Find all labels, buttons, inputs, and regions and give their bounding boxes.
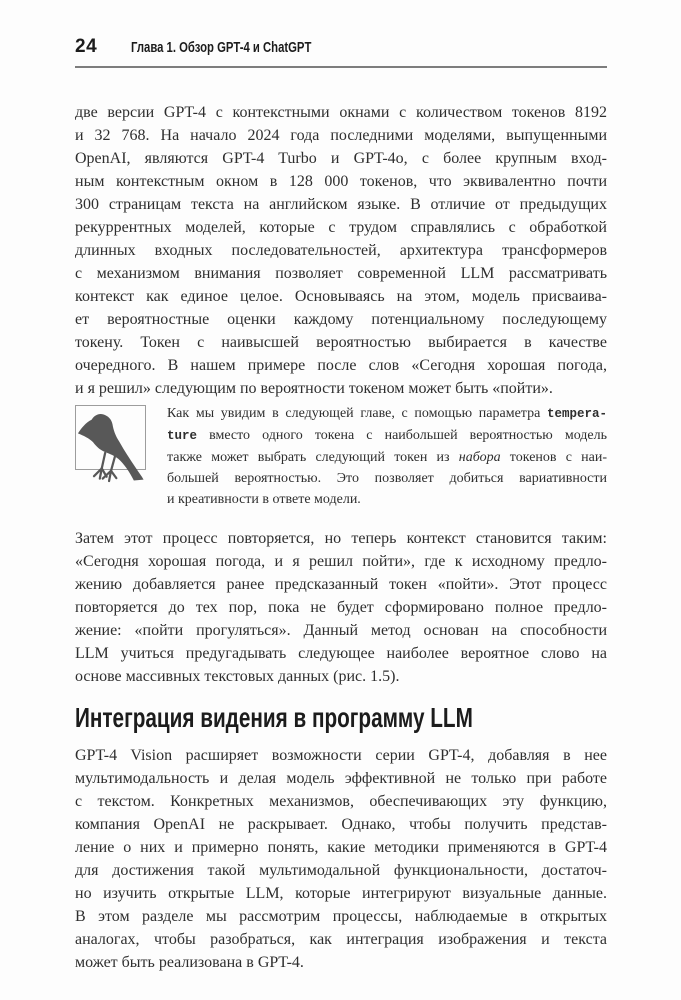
running-head: Глава 1. Обзор GPT-4 и ChatGPT (131, 40, 312, 56)
body-text: токенов с наи- (500, 450, 607, 465)
text-line: рекуррентных моделей, которые с трудом справлялись с обработкой (75, 219, 607, 236)
body-text: Как мы увидим в следующей главе, с помощью параметра (167, 406, 547, 421)
page-header (75, 36, 607, 59)
text-line: очередного. В нашем примере после слов «Сегодня хорошая погода, (75, 357, 607, 374)
text-line: с механизмом внимания позволяет современной LLM рассматривать (75, 265, 607, 282)
text-line: «Сегодня хорошая погода, и я решил пойти», где к исходному предло- (75, 553, 607, 570)
text-line: для достижения такой мультимодальной функциональности, достаточ- (75, 862, 607, 879)
text-line (167, 489, 607, 510)
text-line: две версии GPT-4 с контекстными окнами с количеством токенов 8192 (75, 104, 607, 121)
text-line: ет вероятностные оценки каждому потенциальному последующему (75, 311, 607, 328)
crow-icon (75, 405, 146, 470)
text-line (167, 403, 607, 425)
text-line: жение: «пойти прогуляться». Данный метод основан на способности (75, 622, 607, 639)
note-temperature (75, 405, 607, 510)
text-line: контекст как единое целое. Основываясь на этом, модель присваива- (75, 288, 607, 305)
header-rule (75, 66, 607, 68)
text-line (167, 425, 607, 447)
italic-text: набора (458, 450, 501, 465)
crow-icon (76, 407, 146, 487)
text-line: ление о них и примерно понять, какие методики применяются в GPT-4 (75, 839, 607, 856)
page-number: 24 (75, 36, 98, 57)
text-line: Затем этот процесс повторяется, но теперь контекст становится таким: (75, 530, 607, 547)
text-line: токену. Токен с наивысшей вероятностью выбирается в качестве (75, 334, 607, 351)
text-line: компания OpenAI не раскрывает. Однако, чтобы получить представ- (75, 816, 607, 833)
text-line (167, 447, 607, 468)
text-line: жению добавляется ранее предсказанный токен «пойти». Этот процесс (75, 576, 607, 593)
paragraph-gpt4-vision (75, 744, 607, 974)
text-line: аналогах, чтобы разобраться, как интеграция изображения и текста (75, 931, 607, 948)
text-line: 300 страницам текста на английском языке. В отличие от предыдущих (75, 196, 607, 213)
text-line: мультимодальность и делая модель эффективной не только при работе (75, 770, 607, 787)
note-text (167, 403, 607, 510)
text-line (167, 468, 607, 489)
code-text: tempera- (546, 407, 607, 421)
body-text: и креативности в ответе модели. (167, 492, 361, 507)
paragraph-context-windows (75, 101, 607, 400)
text-line: повторяется до тех пор, пока не будет сформировано полное предло- (75, 599, 607, 616)
text-line: и я решил» следующим по вероятности токеном может быть «пойти». (75, 380, 553, 397)
paragraph-token-prediction (75, 527, 607, 688)
text-line: OpenAI, являются GPT-4 Turbo и GPT-4o, с более крупным вход- (75, 150, 607, 167)
text-line: но изучить открытые LLM, которые интегрируют визуальные данные. (75, 885, 607, 902)
body-text: вместо одного токена с наибольшей вероятностью модель (197, 428, 607, 443)
body-text: также может выбрать следующий токен из (167, 450, 459, 465)
text-line: и 32 768. На начало 2024 года последними моделями, выпущенными (75, 127, 607, 144)
text-line: ным контекстным окном в 128 000 токенов, что эквивалентно почти (75, 173, 607, 190)
text-line: основе массивных текстовых данных (рис. 1.5). (75, 668, 400, 685)
text-line: GPT-4 Vision расширяет возможности серии GPT-4, добавляя в нее (75, 747, 607, 764)
text-line: может быть реализована в GPT-4. (75, 954, 304, 971)
section-heading: Интеграция видения в программу LLM (75, 702, 473, 733)
text-line: В этом разделе мы рассмотрим процессы, наблюдаемые в открытых (75, 908, 607, 925)
code-text: ture (167, 429, 198, 443)
text-line: LLM учиться предугадывать следующее наиболее вероятное слово на (75, 645, 607, 662)
text-line: длинных входных последовательностей, архитектура трансформеров (75, 242, 607, 259)
body-text: большей вероятностью. Это позволяет добиться вариативности (167, 471, 607, 486)
text-line: с текстом. Конкретных механизмов, обеспечивающих эту функцию, (75, 793, 607, 810)
